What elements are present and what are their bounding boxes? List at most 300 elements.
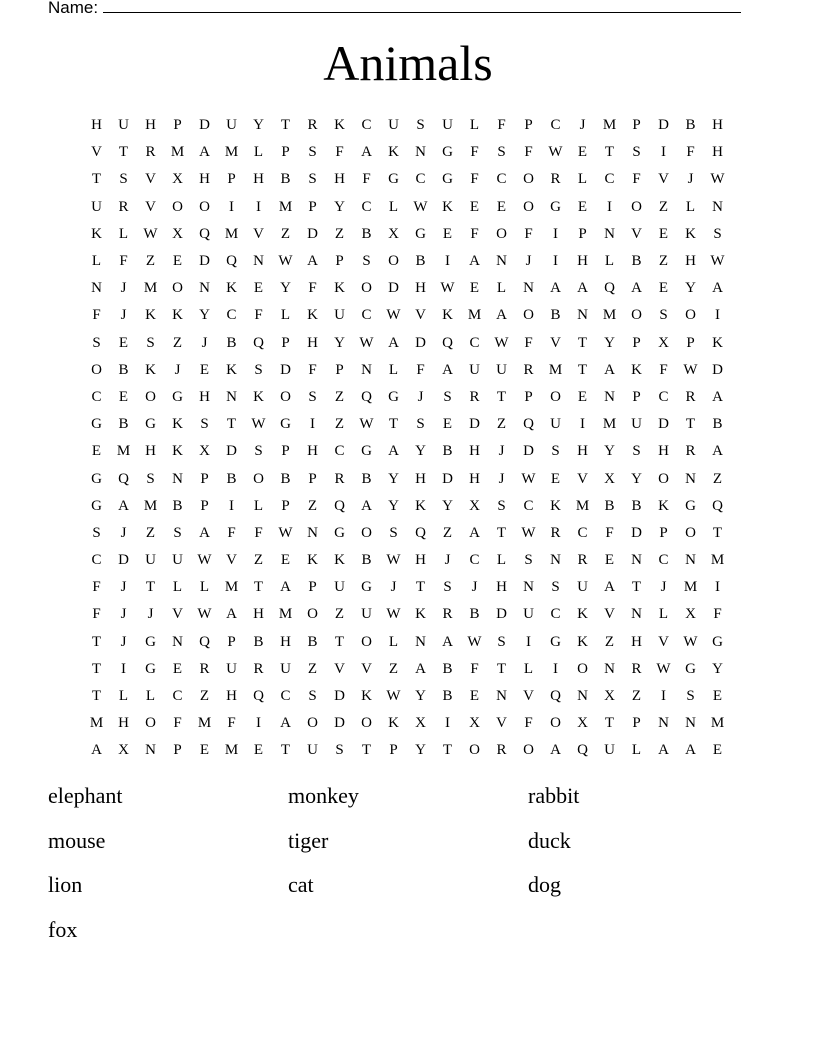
grid-letter[interactable]: B bbox=[550, 307, 561, 324]
grid-letter[interactable]: K bbox=[145, 307, 156, 324]
grid-letter[interactable]: T bbox=[577, 361, 588, 378]
grid-letter[interactable]: A bbox=[199, 144, 210, 161]
grid-letter[interactable]: T bbox=[604, 715, 615, 732]
grid-letter[interactable]: X bbox=[577, 715, 588, 732]
grid-letter[interactable]: H bbox=[415, 280, 426, 297]
grid-letter[interactable]: K bbox=[307, 307, 318, 324]
grid-letter[interactable]: M bbox=[278, 606, 293, 623]
grid-letter[interactable]: G bbox=[442, 144, 453, 161]
grid-letter[interactable]: W bbox=[278, 524, 293, 541]
grid-letter[interactable]: Y bbox=[712, 660, 723, 677]
grid-letter[interactable]: Z bbox=[334, 606, 345, 623]
grid-letter[interactable]: K bbox=[172, 307, 183, 324]
grid-letter[interactable]: U bbox=[523, 606, 534, 623]
grid-letter[interactable]: L bbox=[253, 144, 264, 161]
grid-letter[interactable]: O bbox=[388, 253, 399, 270]
grid-letter[interactable]: T bbox=[631, 579, 642, 596]
grid-letter[interactable]: Y bbox=[415, 443, 426, 460]
grid-letter[interactable]: D bbox=[199, 253, 210, 270]
grid-letter[interactable]: I bbox=[256, 715, 261, 732]
grid-letter[interactable]: J bbox=[660, 579, 667, 596]
grid-letter[interactable]: F bbox=[254, 307, 263, 324]
grid-letter[interactable]: Y bbox=[415, 742, 426, 759]
grid-letter[interactable]: O bbox=[577, 660, 588, 677]
grid-letter[interactable]: Q bbox=[118, 470, 129, 487]
grid-letter[interactable]: B bbox=[118, 361, 129, 378]
grid-letter[interactable]: U bbox=[442, 117, 453, 134]
grid-letter[interactable]: U bbox=[91, 198, 102, 215]
grid-letter[interactable]: Z bbox=[307, 497, 318, 514]
grid-letter[interactable]: V bbox=[577, 470, 588, 487]
grid-letter[interactable]: X bbox=[658, 334, 669, 351]
grid-letter[interactable]: V bbox=[226, 552, 237, 569]
grid-letter[interactable]: M bbox=[683, 579, 698, 596]
grid-letter[interactable]: D bbox=[658, 117, 669, 134]
grid-letter[interactable]: W bbox=[386, 307, 401, 324]
grid-letter[interactable]: M bbox=[224, 144, 239, 161]
grid-letter[interactable]: U bbox=[172, 552, 183, 569]
grid-letter[interactable]: N bbox=[91, 280, 102, 297]
grid-letter[interactable]: O bbox=[469, 742, 480, 759]
grid-letter[interactable]: G bbox=[388, 171, 399, 188]
grid-letter[interactable]: P bbox=[389, 742, 398, 759]
grid-letter[interactable]: P bbox=[281, 334, 290, 351]
grid-letter[interactable]: F bbox=[173, 715, 182, 732]
grid-letter[interactable]: N bbox=[577, 688, 588, 705]
grid-letter[interactable]: D bbox=[496, 606, 507, 623]
grid-letter[interactable]: Q bbox=[712, 497, 723, 514]
grid-letter[interactable]: C bbox=[334, 443, 345, 460]
grid-letter[interactable]: A bbox=[550, 280, 561, 297]
grid-letter[interactable]: T bbox=[91, 633, 102, 650]
grid-letter[interactable]: O bbox=[523, 198, 534, 215]
grid-letter[interactable]: T bbox=[91, 171, 102, 188]
grid-letter[interactable]: N bbox=[172, 633, 183, 650]
grid-letter[interactable]: A bbox=[388, 334, 399, 351]
grid-letter[interactable]: H bbox=[469, 470, 480, 487]
grid-letter[interactable]: Z bbox=[631, 688, 642, 705]
grid-letter[interactable]: F bbox=[335, 144, 344, 161]
grid-letter[interactable]: K bbox=[253, 388, 264, 405]
grid-letter[interactable]: Z bbox=[253, 552, 264, 569]
grid-letter[interactable]: E bbox=[442, 225, 453, 242]
grid-letter[interactable]: G bbox=[91, 470, 102, 487]
grid-letter[interactable]: K bbox=[334, 552, 345, 569]
grid-letter[interactable]: Z bbox=[172, 334, 183, 351]
grid-letter[interactable]: N bbox=[415, 144, 426, 161]
grid-letter[interactable]: S bbox=[308, 144, 317, 161]
grid-letter[interactable]: U bbox=[145, 552, 156, 569]
grid-letter[interactable]: E bbox=[118, 388, 129, 405]
grid-letter[interactable]: I bbox=[715, 579, 720, 596]
grid-letter[interactable]: W bbox=[521, 524, 536, 541]
grid-letter[interactable]: K bbox=[334, 280, 345, 297]
grid-letter[interactable]: R bbox=[145, 144, 156, 161]
grid-letter[interactable]: U bbox=[550, 416, 561, 433]
grid-letter[interactable]: D bbox=[388, 280, 399, 297]
grid-letter[interactable]: Y bbox=[253, 117, 264, 134]
grid-letter[interactable]: G bbox=[280, 416, 291, 433]
grid-letter[interactable]: T bbox=[604, 144, 615, 161]
grid-letter[interactable]: J bbox=[498, 470, 505, 487]
grid-letter[interactable]: L bbox=[523, 660, 534, 677]
grid-letter[interactable]: H bbox=[118, 715, 129, 732]
grid-letter[interactable]: J bbox=[120, 280, 127, 297]
grid-letter[interactable]: U bbox=[307, 742, 318, 759]
grid-letter[interactable]: K bbox=[226, 280, 237, 297]
grid-letter[interactable]: X bbox=[604, 688, 615, 705]
grid-letter[interactable]: T bbox=[415, 579, 426, 596]
grid-letter[interactable]: L bbox=[604, 253, 615, 270]
grid-letter[interactable]: P bbox=[659, 524, 668, 541]
grid-letter[interactable]: C bbox=[91, 552, 102, 569]
grid-letter[interactable]: S bbox=[200, 416, 209, 433]
grid-letter[interactable]: P bbox=[632, 334, 641, 351]
grid-letter[interactable]: H bbox=[577, 443, 588, 460]
grid-letter[interactable]: L bbox=[388, 633, 399, 650]
grid-letter[interactable]: P bbox=[578, 225, 587, 242]
grid-letter[interactable]: D bbox=[415, 334, 426, 351]
grid-letter[interactable]: D bbox=[631, 524, 642, 541]
grid-letter[interactable]: W bbox=[386, 688, 401, 705]
grid-letter[interactable]: J bbox=[525, 253, 532, 270]
grid-letter[interactable]: J bbox=[417, 388, 424, 405]
grid-letter[interactable]: X bbox=[172, 171, 183, 188]
grid-letter[interactable]: K bbox=[442, 307, 453, 324]
grid-letter[interactable]: Q bbox=[334, 497, 345, 514]
grid-letter[interactable]: O bbox=[91, 361, 102, 378]
grid-letter[interactable]: Z bbox=[712, 470, 723, 487]
grid-letter[interactable]: R bbox=[307, 117, 318, 134]
grid-letter[interactable]: K bbox=[631, 361, 642, 378]
grid-letter[interactable]: V bbox=[253, 225, 264, 242]
grid-letter[interactable]: S bbox=[146, 470, 155, 487]
grid-letter[interactable]: B bbox=[280, 171, 291, 188]
grid-letter[interactable]: W bbox=[467, 633, 482, 650]
grid-letter[interactable]: H bbox=[307, 334, 318, 351]
grid-letter[interactable]: W bbox=[656, 660, 671, 677]
grid-letter[interactable]: U bbox=[280, 660, 291, 677]
grid-letter[interactable]: I bbox=[310, 416, 315, 433]
grid-letter[interactable]: N bbox=[199, 280, 210, 297]
grid-letter[interactable]: P bbox=[281, 443, 290, 460]
grid-letter[interactable]: Z bbox=[334, 416, 345, 433]
grid-letter[interactable]: K bbox=[577, 606, 588, 623]
grid-letter[interactable]: C bbox=[226, 307, 237, 324]
grid-letter[interactable]: M bbox=[143, 497, 158, 514]
grid-letter[interactable]: T bbox=[442, 742, 453, 759]
grid-letter[interactable]: P bbox=[308, 470, 317, 487]
grid-letter[interactable]: F bbox=[524, 715, 533, 732]
grid-letter[interactable]: P bbox=[200, 470, 209, 487]
grid-letter[interactable]: D bbox=[334, 688, 345, 705]
grid-letter[interactable]: Q bbox=[604, 280, 615, 297]
grid-letter[interactable]: E bbox=[469, 280, 480, 297]
grid-letter[interactable]: J bbox=[201, 334, 208, 351]
grid-letter[interactable]: S bbox=[308, 688, 317, 705]
grid-letter[interactable]: X bbox=[469, 497, 480, 514]
grid-letter[interactable]: M bbox=[710, 715, 725, 732]
grid-letter[interactable]: Z bbox=[145, 524, 156, 541]
grid-letter[interactable]: H bbox=[253, 171, 264, 188]
grid-letter[interactable]: B bbox=[226, 470, 237, 487]
grid-letter[interactable]: S bbox=[497, 144, 506, 161]
grid-letter[interactable]: C bbox=[361, 307, 372, 324]
grid-letter[interactable]: V bbox=[361, 660, 372, 677]
grid-letter[interactable]: F bbox=[470, 144, 479, 161]
grid-letter[interactable]: F bbox=[308, 361, 317, 378]
grid-letter[interactable]: E bbox=[577, 144, 588, 161]
grid-letter[interactable]: H bbox=[631, 633, 642, 650]
grid-letter[interactable]: D bbox=[658, 416, 669, 433]
grid-letter[interactable]: Z bbox=[280, 225, 291, 242]
grid-letter[interactable]: F bbox=[524, 334, 533, 351]
grid-letter[interactable]: T bbox=[361, 742, 372, 759]
grid-letter[interactable]: Z bbox=[496, 416, 507, 433]
grid-letter[interactable]: M bbox=[116, 443, 131, 460]
grid-letter[interactable]: F bbox=[362, 171, 371, 188]
grid-letter[interactable]: W bbox=[386, 552, 401, 569]
grid-letter[interactable]: X bbox=[118, 742, 129, 759]
grid-letter[interactable]: R bbox=[253, 660, 264, 677]
grid-letter[interactable]: U bbox=[469, 361, 480, 378]
grid-letter[interactable]: G bbox=[145, 660, 156, 677]
grid-letter[interactable]: R bbox=[523, 361, 534, 378]
grid-letter[interactable]: V bbox=[334, 660, 345, 677]
grid-letter[interactable]: L bbox=[145, 688, 156, 705]
grid-letter[interactable]: M bbox=[224, 225, 239, 242]
grid-letter[interactable]: Y bbox=[604, 443, 615, 460]
grid-letter[interactable]: K bbox=[91, 225, 102, 242]
grid-letter[interactable]: R bbox=[442, 606, 453, 623]
grid-letter[interactable]: K bbox=[145, 361, 156, 378]
grid-letter[interactable]: E bbox=[577, 198, 588, 215]
grid-letter[interactable]: Z bbox=[658, 253, 669, 270]
grid-letter[interactable]: T bbox=[118, 144, 129, 161]
grid-letter[interactable]: T bbox=[496, 388, 507, 405]
grid-letter[interactable]: S bbox=[686, 688, 695, 705]
grid-letter[interactable]: S bbox=[524, 552, 533, 569]
grid-letter[interactable]: C bbox=[550, 606, 561, 623]
grid-letter[interactable]: Q bbox=[577, 742, 588, 759]
grid-letter[interactable]: U bbox=[388, 117, 399, 134]
grid-letter[interactable]: E bbox=[442, 416, 453, 433]
grid-letter[interactable]: L bbox=[253, 497, 264, 514]
grid-letter[interactable]: C bbox=[604, 171, 615, 188]
grid-letter[interactable]: H bbox=[415, 470, 426, 487]
grid-letter[interactable]: T bbox=[280, 117, 291, 134]
grid-letter[interactable]: L bbox=[469, 117, 480, 134]
grid-letter[interactable]: P bbox=[308, 579, 317, 596]
grid-letter[interactable]: T bbox=[577, 334, 588, 351]
grid-letter[interactable]: A bbox=[712, 388, 723, 405]
grid-letter[interactable]: E bbox=[496, 198, 507, 215]
grid-letter[interactable]: R bbox=[577, 552, 588, 569]
grid-letter[interactable]: X bbox=[415, 715, 426, 732]
grid-letter[interactable]: A bbox=[631, 280, 642, 297]
grid-letter[interactable]: W bbox=[251, 416, 266, 433]
grid-letter[interactable]: L bbox=[685, 198, 696, 215]
grid-letter[interactable]: A bbox=[118, 497, 129, 514]
grid-letter[interactable]: K bbox=[334, 117, 345, 134]
grid-letter[interactable]: P bbox=[200, 497, 209, 514]
grid-letter[interactable]: S bbox=[92, 334, 101, 351]
grid-letter[interactable]: A bbox=[415, 660, 426, 677]
grid-letter[interactable]: K bbox=[442, 198, 453, 215]
grid-letter[interactable]: V bbox=[172, 606, 183, 623]
grid-letter[interactable]: A bbox=[280, 715, 291, 732]
grid-letter[interactable]: V bbox=[658, 633, 669, 650]
grid-letter[interactable]: N bbox=[226, 388, 237, 405]
grid-letter[interactable]: L bbox=[496, 552, 507, 569]
grid-letter[interactable]: S bbox=[497, 497, 506, 514]
grid-letter[interactable]: W bbox=[710, 253, 725, 270]
grid-letter[interactable]: I bbox=[580, 416, 585, 433]
grid-letter[interactable]: F bbox=[524, 225, 533, 242]
grid-letter[interactable]: I bbox=[553, 225, 558, 242]
grid-letter[interactable]: V bbox=[631, 225, 642, 242]
grid-letter[interactable]: N bbox=[253, 253, 264, 270]
grid-letter[interactable]: C bbox=[550, 117, 561, 134]
grid-letter[interactable]: R bbox=[496, 742, 507, 759]
grid-letter[interactable]: T bbox=[712, 524, 723, 541]
grid-letter[interactable]: F bbox=[713, 606, 722, 623]
grid-letter[interactable]: N bbox=[604, 388, 615, 405]
grid-letter[interactable]: N bbox=[604, 660, 615, 677]
grid-letter[interactable]: A bbox=[469, 253, 480, 270]
grid-letter[interactable]: U bbox=[226, 117, 237, 134]
grid-letter[interactable]: P bbox=[308, 198, 317, 215]
grid-letter[interactable]: E bbox=[658, 225, 669, 242]
grid-letter[interactable]: S bbox=[632, 443, 641, 460]
grid-letter[interactable]: S bbox=[308, 388, 317, 405]
grid-letter[interactable]: A bbox=[388, 443, 399, 460]
grid-letter[interactable]: J bbox=[120, 606, 127, 623]
grid-letter[interactable]: O bbox=[361, 715, 372, 732]
grid-letter[interactable]: F bbox=[686, 144, 695, 161]
grid-letter[interactable]: G bbox=[388, 388, 399, 405]
grid-letter[interactable]: O bbox=[253, 470, 264, 487]
grid-letter[interactable]: S bbox=[632, 144, 641, 161]
grid-letter[interactable]: D bbox=[280, 361, 291, 378]
grid-letter[interactable]: Z bbox=[388, 660, 399, 677]
grid-letter[interactable]: Z bbox=[199, 688, 210, 705]
grid-letter[interactable]: H bbox=[415, 552, 426, 569]
grid-letter[interactable]: M bbox=[710, 552, 725, 569]
grid-letter[interactable]: F bbox=[308, 280, 317, 297]
grid-letter[interactable]: P bbox=[632, 715, 641, 732]
grid-letter[interactable]: A bbox=[442, 633, 453, 650]
grid-letter[interactable]: E bbox=[712, 742, 723, 759]
grid-letter[interactable]: K bbox=[361, 688, 372, 705]
grid-letter[interactable]: B bbox=[172, 497, 183, 514]
grid-letter[interactable]: B bbox=[415, 253, 426, 270]
grid-letter[interactable]: I bbox=[121, 660, 126, 677]
grid-letter[interactable]: J bbox=[120, 633, 127, 650]
grid-letter[interactable]: H bbox=[334, 171, 345, 188]
grid-letter[interactable]: T bbox=[226, 416, 237, 433]
grid-letter[interactable]: B bbox=[442, 660, 453, 677]
grid-letter[interactable]: K bbox=[658, 497, 669, 514]
grid-letter[interactable]: K bbox=[415, 497, 426, 514]
grid-letter[interactable]: Y bbox=[388, 470, 399, 487]
grid-letter[interactable]: D bbox=[442, 470, 453, 487]
grid-letter[interactable]: V bbox=[91, 144, 102, 161]
grid-letter[interactable]: B bbox=[604, 497, 615, 514]
grid-letter[interactable]: K bbox=[577, 633, 588, 650]
grid-letter[interactable]: F bbox=[254, 524, 263, 541]
grid-letter[interactable]: L bbox=[280, 307, 291, 324]
grid-letter[interactable]: T bbox=[91, 688, 102, 705]
grid-letter[interactable]: D bbox=[226, 443, 237, 460]
grid-letter[interactable]: V bbox=[145, 198, 156, 215]
grid-letter[interactable]: F bbox=[470, 660, 479, 677]
grid-letter[interactable]: G bbox=[334, 524, 345, 541]
grid-letter[interactable]: U bbox=[496, 361, 507, 378]
grid-letter[interactable]: Y bbox=[685, 280, 696, 297]
grid-letter[interactable]: V bbox=[523, 688, 534, 705]
grid-letter[interactable]: N bbox=[415, 633, 426, 650]
grid-letter[interactable]: A bbox=[307, 253, 318, 270]
grid-letter[interactable]: P bbox=[632, 117, 641, 134]
grid-letter[interactable]: Y bbox=[280, 280, 291, 297]
grid-letter[interactable]: A bbox=[712, 280, 723, 297]
grid-letter[interactable]: O bbox=[658, 470, 669, 487]
grid-letter[interactable]: U bbox=[226, 660, 237, 677]
grid-letter[interactable]: H bbox=[685, 253, 696, 270]
grid-letter[interactable]: R bbox=[334, 470, 345, 487]
grid-letter[interactable]: T bbox=[91, 660, 102, 677]
grid-letter[interactable]: K bbox=[172, 416, 183, 433]
grid-letter[interactable]: O bbox=[361, 280, 372, 297]
grid-letter[interactable]: N bbox=[361, 361, 372, 378]
grid-letter[interactable]: D bbox=[334, 715, 345, 732]
grid-letter[interactable]: T bbox=[334, 633, 345, 650]
grid-letter[interactable]: U bbox=[118, 117, 129, 134]
grid-letter[interactable]: U bbox=[334, 307, 345, 324]
grid-letter[interactable]: E bbox=[280, 552, 291, 569]
grid-letter[interactable]: N bbox=[523, 579, 534, 596]
grid-letter[interactable]: S bbox=[416, 416, 425, 433]
grid-letter[interactable]: O bbox=[199, 198, 210, 215]
grid-letter[interactable]: Q bbox=[199, 225, 210, 242]
grid-letter[interactable]: X bbox=[388, 225, 399, 242]
grid-letter[interactable]: V bbox=[496, 715, 507, 732]
grid-letter[interactable]: U bbox=[577, 579, 588, 596]
grid-letter[interactable]: N bbox=[523, 280, 534, 297]
grid-letter[interactable]: C bbox=[361, 198, 372, 215]
grid-letter[interactable]: J bbox=[120, 579, 127, 596]
grid-letter[interactable]: F bbox=[659, 361, 668, 378]
grid-letter[interactable]: Z bbox=[307, 660, 318, 677]
grid-letter[interactable]: O bbox=[631, 307, 642, 324]
grid-letter[interactable]: O bbox=[550, 715, 561, 732]
grid-letter[interactable]: O bbox=[550, 388, 561, 405]
grid-letter[interactable]: E bbox=[118, 334, 129, 351]
grid-letter[interactable]: K bbox=[388, 144, 399, 161]
grid-letter[interactable]: F bbox=[92, 579, 101, 596]
grid-letter[interactable]: C bbox=[361, 117, 372, 134]
grid-letter[interactable]: H bbox=[226, 688, 237, 705]
grid-letter[interactable]: G bbox=[442, 171, 453, 188]
grid-letter[interactable]: R bbox=[685, 443, 696, 460]
grid-letter[interactable]: W bbox=[521, 470, 536, 487]
grid-letter[interactable]: D bbox=[199, 117, 210, 134]
grid-letter[interactable]: W bbox=[143, 225, 158, 242]
grid-letter[interactable]: S bbox=[254, 443, 263, 460]
grid-letter[interactable]: W bbox=[494, 334, 509, 351]
grid-letter[interactable]: J bbox=[120, 524, 127, 541]
